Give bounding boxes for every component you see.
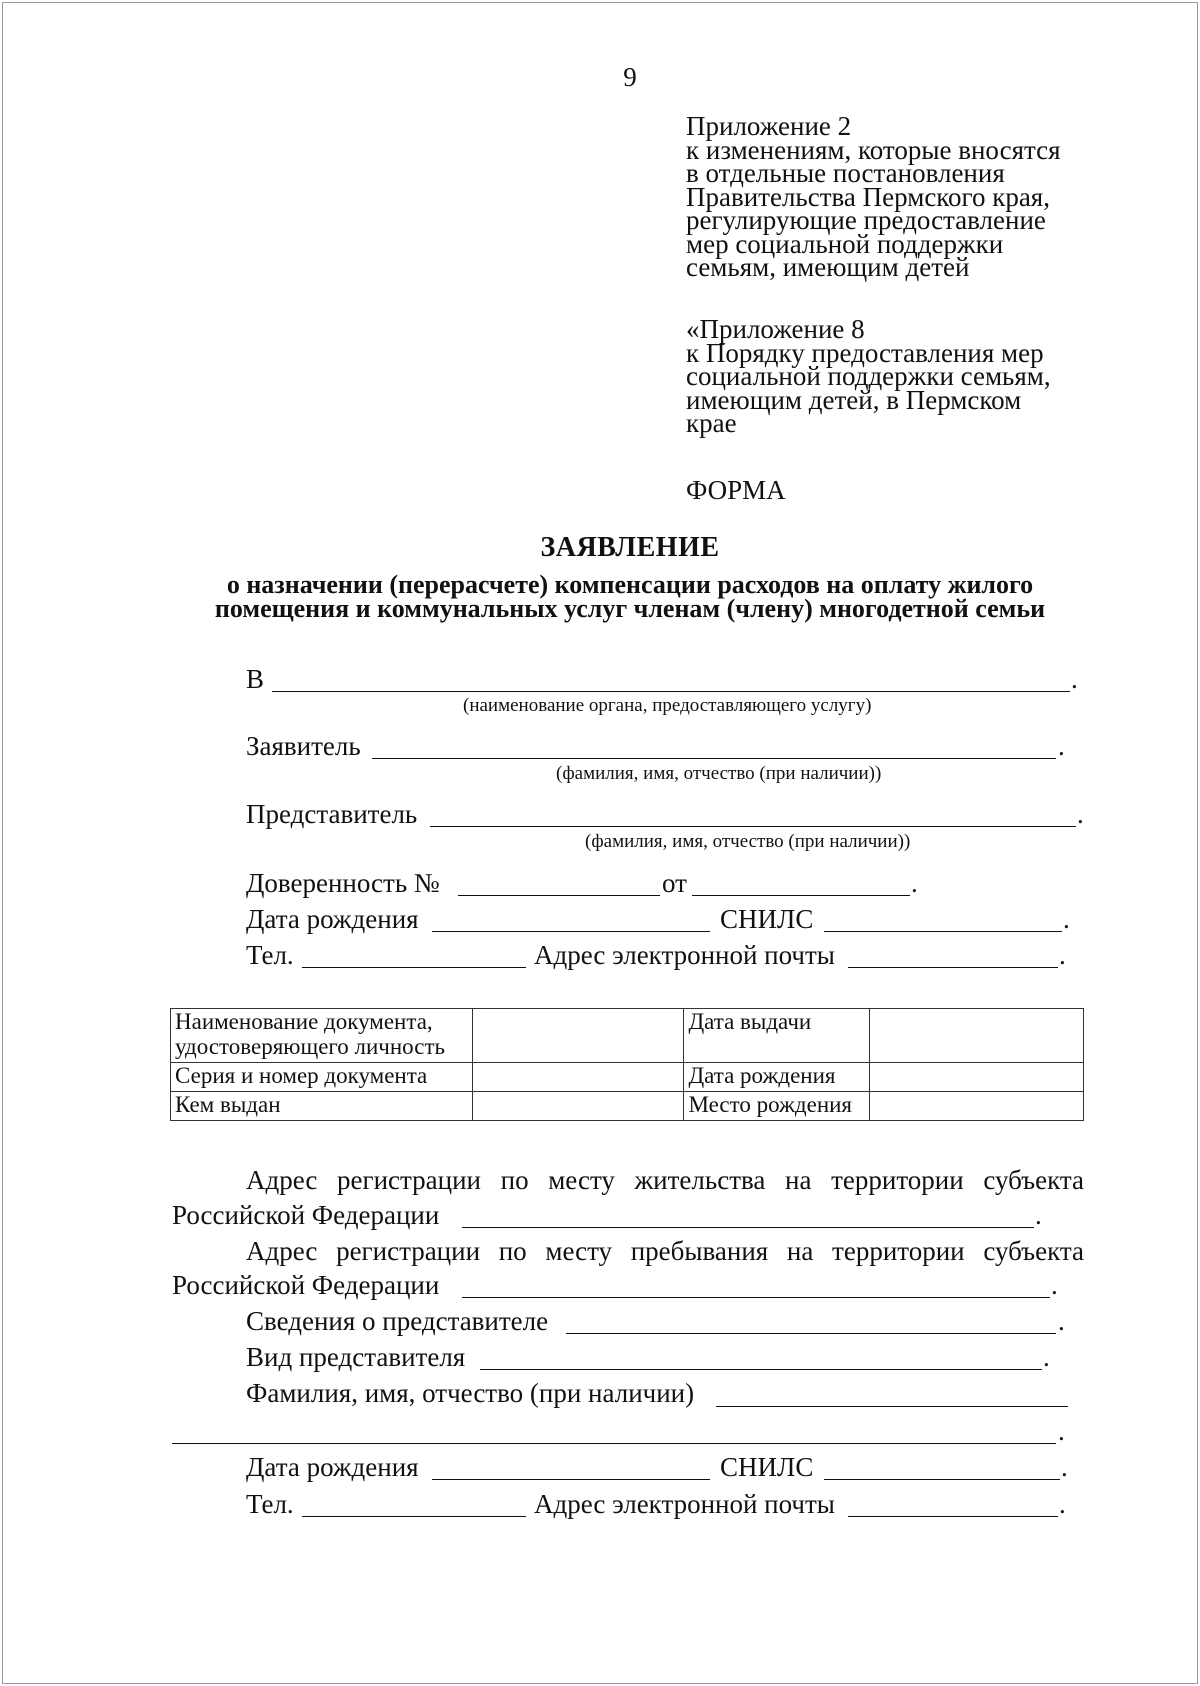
document-subtitle — [0, 570, 1200, 623]
representative-fio-label: Фамилия, имя, отчество (при наличии) — [246, 1378, 695, 1408]
representative-hint: (фамилия, имя, отчество (при наличии)) — [585, 831, 911, 852]
page-number: 9 — [623, 62, 637, 92]
to-hint: (наименование органа, предоставляющего услугу) — [463, 695, 872, 716]
field-dot: . — [1061, 1452, 1068, 1482]
field-dot: . — [1058, 1306, 1065, 1336]
representative-fio-field-continuation[interactable] — [172, 1443, 1056, 1444]
annex-header-line: регулирующие предоставление — [686, 205, 1046, 235]
table-row — [171, 1063, 1084, 1092]
stay-address-line — [246, 1236, 1084, 1267]
annex-order-line: «Приложение 8 — [686, 314, 865, 344]
residence-address-line — [246, 1165, 1084, 1196]
annex-header-line: Приложение 2 — [686, 111, 852, 141]
stay-word: субъекта — [983, 1236, 1084, 1266]
annex-order — [686, 314, 1051, 438]
subtitle-line: о назначении (перерасчете) компенсации расходов на оплату жилого — [226, 570, 1034, 599]
to-label: В — [246, 664, 265, 694]
stay-word: Адрес — [246, 1236, 318, 1266]
annex-header — [686, 111, 1061, 282]
power-of-attorney-date-field[interactable] — [692, 895, 910, 896]
table-row — [171, 1009, 1084, 1063]
form-label: ФОРМА — [686, 475, 786, 505]
rep-snils-label: СНИЛС — [720, 1452, 814, 1482]
email-label: Адрес электронной почты — [534, 940, 835, 970]
annex-header-line: к изменениям, которые вносятся — [686, 134, 1061, 165]
subtitle-line: помещения и коммунальных услуг членам (члену) многодетной семьи — [214, 594, 1046, 623]
table-cell-label: Дата рождения — [684, 1063, 870, 1092]
document-title: ЗАЯВЛЕНИЕ — [540, 532, 720, 563]
table-cell-input[interactable] — [870, 1009, 1084, 1063]
to-field[interactable] — [272, 691, 1070, 692]
field-dot: . — [1043, 1342, 1050, 1372]
annex-header-line: семьям, имеющим детей — [686, 252, 970, 282]
residence-word: месту — [548, 1165, 615, 1195]
annex-header-line: мер социальной поддержки — [686, 228, 1004, 259]
annex-order-line: социальной поддержки семьям, — [686, 361, 1051, 391]
annex-header-line: Правительства Пермского края, — [686, 181, 1050, 212]
annex-order-line: к Порядку предоставления мер — [686, 337, 1044, 368]
rep-email-label: Адрес электронной почты — [534, 1489, 835, 1519]
table-cell-label: Дата выдачи — [684, 1009, 870, 1063]
table-row — [171, 1092, 1084, 1121]
stay-word: пребывания — [630, 1236, 769, 1266]
rep-email-field[interactable] — [848, 1516, 1058, 1517]
representative-kind-label: Вид представителя — [246, 1342, 466, 1372]
stay-word: на — [786, 1236, 814, 1266]
email-field[interactable] — [848, 967, 1058, 968]
representative-label: Представитель — [246, 799, 418, 829]
snils-label: СНИЛС — [720, 904, 814, 934]
residence-word: субъекта — [983, 1165, 1084, 1195]
rep-phone-label: Тел. — [246, 1489, 294, 1519]
phone-label: Тел. — [246, 940, 294, 970]
representative-kind-field[interactable] — [480, 1369, 1042, 1370]
field-dot: . — [911, 868, 918, 898]
stay-word: месту — [545, 1236, 613, 1266]
rep-birth-date-label: Дата рождения — [246, 1452, 419, 1482]
field-dot: . — [1058, 1416, 1065, 1446]
rep-birth-date-field[interactable] — [432, 1479, 710, 1480]
table-cell-input[interactable] — [472, 1063, 684, 1092]
annex-order-line: крае — [686, 408, 737, 438]
stay-word: территории — [832, 1236, 965, 1266]
table-cell-label: Место рождения — [684, 1092, 870, 1121]
rep-snils-field[interactable] — [824, 1479, 1060, 1480]
field-dot: . — [1063, 904, 1070, 934]
residence-word: жительства — [634, 1165, 766, 1195]
birth-date-field[interactable] — [432, 931, 710, 932]
residence-word: по — [500, 1165, 529, 1195]
representative-fio-field[interactable] — [716, 1406, 1068, 1407]
from-label: от — [662, 868, 687, 898]
residence-word: на — [785, 1165, 812, 1195]
annex-header-line: в отдельные постановления — [686, 158, 1005, 188]
phone-field[interactable] — [302, 967, 526, 968]
field-dot: . — [1071, 664, 1078, 694]
stay-word: по — [498, 1236, 527, 1266]
applicant-label: Заявитель — [246, 731, 361, 761]
table-cell-label: Кем выдан — [171, 1092, 473, 1121]
rep-phone-field[interactable] — [302, 1516, 526, 1517]
table-cell-input[interactable] — [472, 1009, 684, 1063]
applicant-hint: (фамилия, имя, отчество (при наличии)) — [556, 763, 882, 784]
power-of-attorney-label: Доверенность № — [246, 868, 440, 898]
table-cell-input[interactable] — [472, 1092, 684, 1121]
representative-field[interactable] — [430, 826, 1076, 827]
field-dot: . — [1051, 1270, 1058, 1300]
residence-word: регистрации — [337, 1165, 481, 1195]
representative-info-field[interactable] — [566, 1333, 1056, 1334]
field-dot: . — [1035, 1200, 1042, 1230]
id-document-table — [170, 1008, 1084, 1121]
table-cell-label: Наименование документа, удостоверяющего личность — [171, 1009, 473, 1063]
stay-country-label: Российской Федерации — [172, 1270, 440, 1300]
applicant-field[interactable] — [372, 758, 1056, 759]
table-cell-label: Серия и номер документа — [171, 1063, 473, 1092]
stay-word: регистрации — [336, 1236, 481, 1266]
residence-word: территории — [831, 1165, 964, 1195]
table-cell-input[interactable] — [870, 1063, 1084, 1092]
snils-field[interactable] — [824, 931, 1062, 932]
power-of-attorney-number-field[interactable] — [458, 895, 660, 896]
stay-address-field[interactable] — [462, 1297, 1050, 1298]
residence-word: Адрес — [246, 1165, 318, 1195]
residence-country-label: Российской Федерации — [172, 1200, 440, 1230]
annex-order-line: имеющим детей, в Пермском — [686, 384, 1022, 415]
residence-address-field[interactable] — [462, 1227, 1034, 1228]
field-dot: . — [1059, 1489, 1066, 1519]
field-dot: . — [1058, 731, 1065, 761]
birth-date-label: Дата рождения — [246, 904, 419, 934]
field-dot: . — [1059, 940, 1066, 970]
field-dot: . — [1077, 799, 1084, 829]
table-cell-input[interactable] — [870, 1092, 1084, 1121]
representative-info-label: Сведения о представителе — [246, 1306, 549, 1336]
